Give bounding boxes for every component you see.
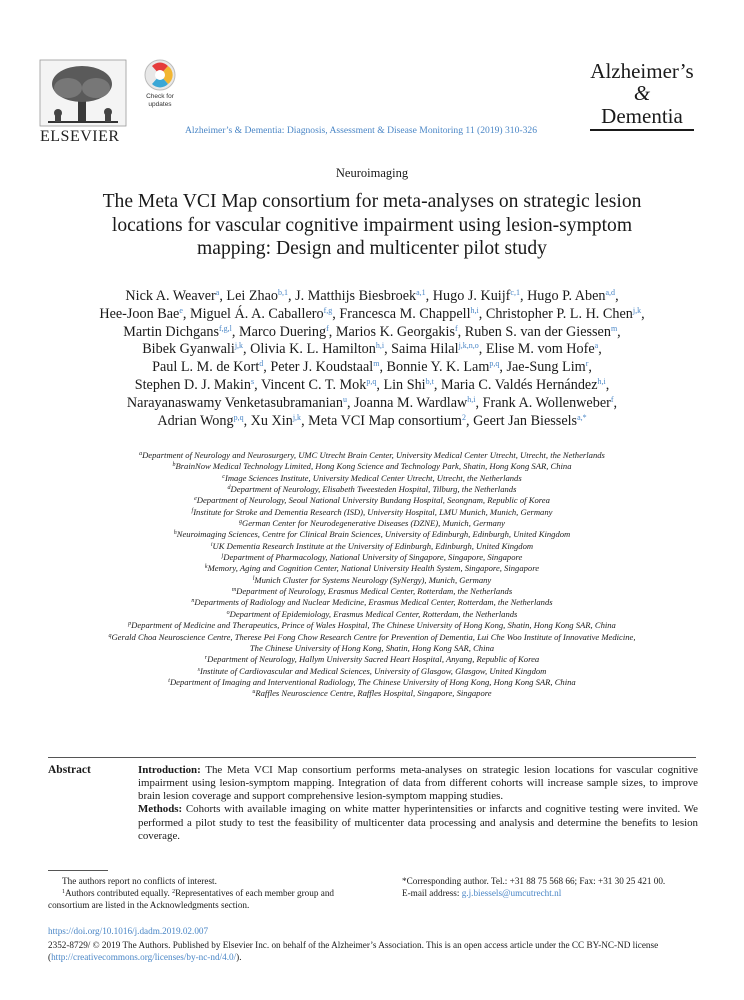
license-link[interactable]: http://creativecommons.org/licenses/by-nc-nd/4.0/ xyxy=(51,952,237,962)
author-affiliation-mark[interactable]: r xyxy=(585,359,589,369)
author-line: Adrian Wong$^{p,q}$, Xu Xin$^{j,k}$, Meta VCI Map consortium$^2$, Geert Jan Biessels$^{a,*}$ xyxy=(157,412,587,429)
affiliation-item xyxy=(0,484,744,495)
author-name[interactable]: Peter J. Koudstaal xyxy=(270,359,374,376)
author-name[interactable]: Marco Duering xyxy=(239,323,327,340)
author-name[interactable]: Miguel Á. A. Caballero xyxy=(189,305,324,322)
affiliation-item xyxy=(0,609,744,620)
methods-label: Methods: xyxy=(138,803,183,816)
brand-rule xyxy=(590,129,694,131)
author-line: Hee-Joon Bae$^e$, Miguel Á. A. Caballero$^{f,g}$, Francesca M. Chappell$^{h,i}$, Christopher P. L. H. Chen$^{j,k}$, xyxy=(99,305,645,322)
author-name[interactable]: Christopher P. L. H. Chen xyxy=(485,305,633,322)
author-name[interactable]: Xu Xin xyxy=(250,412,293,429)
author-line: Nick A. Weaver$^a$, Lei Zhao$^{b,1}$, J. Matthijs Biesbroek$^{a,1}$, Hugo J. Kuijf$^{c,1}$, Hugo P. Aben$^{a,d}$, xyxy=(125,288,619,304)
conflicts-note: The authors report no conflicts of interest. xyxy=(62,876,217,886)
article-title xyxy=(0,190,744,261)
check-badge-line2: updates xyxy=(148,101,172,108)
author-name[interactable]: Stephen D. J. Makin xyxy=(134,376,251,393)
brand-line-2: & xyxy=(633,81,651,105)
affiliation-label: m xyxy=(231,587,237,594)
intro-label: Introduction: xyxy=(138,764,201,776)
affiliation-label: d xyxy=(227,485,231,492)
check-for-updates-icon[interactable] xyxy=(138,57,182,109)
author-name[interactable]: Bibek Gyanwali xyxy=(142,341,235,358)
methods-text: Cohorts with available imaging on white matter hyperintensities or infarcts and cognitive testing were invited. We performed a pilot study to test the feasibility of multicenter data processing and analysis and determine the benefits to lesion coverage. xyxy=(138,803,698,842)
affiliation-text: Department of Imaging and Interventional Radiology, The Chinese University of Hong Kong, Hong Kong SAR, China xyxy=(169,676,576,687)
affiliation-item xyxy=(0,563,744,574)
affiliation-label: i xyxy=(210,541,213,548)
author-affiliation-mark[interactable]: p,q xyxy=(366,376,377,386)
affiliation-text: Image Sciences Institute, University Medical Center Utrecht, Utrecht, the Netherlands xyxy=(224,472,522,483)
affiliation-item xyxy=(0,575,744,586)
author-affiliation-mark[interactable]: c,1 xyxy=(510,288,520,297)
author-name[interactable]: Lin Shi xyxy=(383,376,426,393)
author-affiliation-mark[interactable]: h,i xyxy=(375,341,385,351)
affiliation-label: s xyxy=(197,666,200,673)
contribution-note: $^1$Authors contributed equally. $^2$Representatives of each member group and consortium are listed in the Acknowledgments section. xyxy=(48,887,335,910)
author-affiliation-mark[interactable]: f,g,l xyxy=(219,323,232,333)
author-name[interactable]: Martin Dichgans xyxy=(123,323,220,340)
author-name[interactable]: Ruben S. van der Giessen xyxy=(464,323,611,340)
affiliation-label: t xyxy=(168,677,170,684)
title-line: The Meta VCI Map consortium for meta-analyses on strategic lesion xyxy=(102,191,642,212)
author-list xyxy=(0,288,744,430)
affiliation-text: Institute of Cardiovascular and Medical Sciences, University of Glasgow, Glasgow, United Kingdom xyxy=(199,665,547,676)
author-affiliation-mark[interactable]: p,q xyxy=(489,359,500,369)
footnotes-left xyxy=(48,876,368,911)
author-name[interactable]: Marios K. Georgakis xyxy=(335,323,455,340)
affiliation-text: Department of Neurology, Hallym University Sacred Heart Hospital, Anyang, Republic of Korea xyxy=(207,654,540,665)
affiliation-text: Departments of Radiology and Nuclear Medicine, Erasmus Medical Center, Rotterdam, the Netherlands xyxy=(194,597,553,608)
affiliation-label: b xyxy=(172,462,176,469)
author-line: Stephen D. J. Makin$^s$, Vincent C. T. Mok$^{p,q}$, Lin Shi$^{b,t}$, Maria C. Valdés Hernández$^{h,i}$, xyxy=(134,376,610,393)
title-line: mapping: Design and multicenter pilot study xyxy=(197,238,547,259)
author-affiliation-mark[interactable]: h,i xyxy=(597,376,606,386)
author-name[interactable]: Nick A. Weaver xyxy=(125,288,216,304)
footnote-divider xyxy=(48,870,108,871)
author-affiliation-mark[interactable]: d xyxy=(259,359,264,369)
affiliation-item xyxy=(0,688,744,699)
email-line: E-mail address: g.j.biessels@umcutrecht.nl xyxy=(402,887,562,898)
affiliation-text: The Chinese University of Hong Kong, Shatin, Hong Kong SAR, China xyxy=(249,642,495,653)
affiliation-text: Department of Neurology, Seoul National University Bundang Hospital, Seongnam, Republic of Korea xyxy=(196,495,550,506)
author-affiliation-mark[interactable]: h,i xyxy=(470,305,479,315)
affiliation-item xyxy=(0,643,744,654)
affiliation-label: f xyxy=(191,507,194,514)
affiliation-list xyxy=(0,450,744,700)
footnotes-right xyxy=(402,876,702,900)
author-name[interactable]: Meta VCI Map consortium xyxy=(308,412,462,429)
abstract-body xyxy=(138,764,698,843)
affiliation-item xyxy=(0,518,744,529)
author-name[interactable]: Francesca M. Chappell xyxy=(339,305,471,322)
author-name[interactable]: Maria C. Valdés Hernández xyxy=(440,376,598,393)
brand-line-1: Alzheimer’s xyxy=(590,59,694,83)
author-affiliation-mark[interactable]: j,k xyxy=(632,305,642,315)
author-affiliation-mark[interactable]: f xyxy=(326,323,329,333)
author-affiliation-mark[interactable]: m xyxy=(610,323,618,333)
affiliation-text: Department of Pharmacology, National University of Singapore, Singapore, Singapore xyxy=(223,552,523,563)
affiliation-label: h xyxy=(173,530,177,537)
author-affiliation-mark[interactable]: h,i xyxy=(467,394,476,404)
affiliation-label: q xyxy=(108,632,112,639)
affiliation-text: Department of Epidemiology, Erasmus Medical Center, Rotterdam, the Netherlands xyxy=(229,608,518,619)
copyright-notice: 2352-8729/ © 2019 The Authors. Published by Elsevier Inc. on behalf of the Alzheimer’s Association. This is an open access article under the CC BY-NC-ND license (http://creativecommons.org/licenses/by-nc-nd/4.0/). xyxy=(48,940,659,962)
journal-citation[interactable]: Alzheimer’s & Dementia: Diagnosis, Assessment & Disease Monitoring 11 (2019) 310-326 xyxy=(185,125,537,136)
author-line: Bibek Gyanwali$^{j,k}$, Olivia K. L. Hamilton$^{h,i}$, Saima Hilal$^{j,k,n,o}$, Elise M. vom Hofe$^a$, xyxy=(142,341,602,358)
author-name[interactable]: Elise M. vom Hofe xyxy=(485,341,595,358)
affiliation-label: c xyxy=(222,473,225,480)
author-name[interactable]: Frank A. Wollenweber xyxy=(482,394,611,411)
affiliation-text: Munich Cluster for Systems Neurology (SyNergy), Munich, Germany xyxy=(254,574,492,585)
author-affiliation-mark[interactable]: m xyxy=(373,359,380,369)
affiliation-text: Gerald Choa Neuroscience Centre, Therese Pei Fong Chow Research Centre for Prevention of Dementia, Lui Che Woo Institute of Innovative Medicine, xyxy=(111,631,636,642)
author-name[interactable]: Adrian Wong xyxy=(157,412,234,429)
affiliation-text: Memory, Aging and Cognition Center, National University Health System, Singapore, Singapore xyxy=(207,563,540,574)
affiliation-item xyxy=(0,541,744,552)
author-name[interactable]: Hugo J. Kuijf xyxy=(432,288,511,304)
author-name[interactable]: Paul L. M. de Kort xyxy=(152,359,260,376)
author-name[interactable]: Olivia K. L. Hamilton xyxy=(250,341,376,358)
author-name[interactable]: Hugo P. Aben xyxy=(527,288,606,304)
check-badge-line1: Check for xyxy=(146,93,174,100)
author-affiliation-mark[interactable]: b,1 xyxy=(278,288,289,297)
affiliation-label: g xyxy=(239,519,243,526)
affiliation-text: Department of Medicine and Therapeutics, Prince of Wales Hospital, The Chinese University of Hong Kong, Shatin, Hong Kong SAR, China xyxy=(131,620,616,631)
author-line: Narayanaswamy Venketasubramanian$^u$, Joanna M. Wardlaw$^{h,i}$, Frank A. Wollenweber$^f$, xyxy=(126,394,618,411)
affiliation-item xyxy=(0,507,744,518)
affiliation-label: u xyxy=(252,689,256,696)
affiliation-text: Department of Neurology, Erasmus Medical Center, Rotterdam, the Netherlands xyxy=(236,586,513,597)
author-affiliation-mark[interactable]: a xyxy=(594,341,599,351)
affiliation-text: UK Dementia Research Institute at the University of Edinburgh, Edinburgh, United Kingdom xyxy=(212,540,534,551)
author-affiliation-mark[interactable]: b,t xyxy=(425,376,434,386)
author-affiliation-mark[interactable]: a,1 xyxy=(416,288,426,297)
affiliation-label: j xyxy=(221,553,224,560)
section-label: Neuroimaging xyxy=(335,166,409,180)
author-affiliation-mark[interactable]: u xyxy=(342,394,347,404)
affiliation-text: BrainNow Medical Technology Limited, Hong Kong Science and Technology Park, Shatin, Hong Kong SAR, China xyxy=(175,461,572,472)
affiliation-label: a xyxy=(139,451,143,457)
author-affiliation-mark[interactable]: a,d xyxy=(605,288,616,297)
abstract-heading: Abstract xyxy=(48,764,91,776)
affiliation-label: r xyxy=(204,655,208,662)
affiliation-text: Institute for Stroke and Dementia Research (ISD), University Hospital, LMU Munich, Munich, Germany xyxy=(193,506,553,517)
author-affiliation-mark[interactable]: 2 xyxy=(461,412,466,422)
affiliation-item xyxy=(0,495,744,506)
doi-link[interactable]: https://doi.org/10.1016/j.dadm.2019.02.007 xyxy=(48,926,209,936)
publisher-name: ELSEVIER xyxy=(40,128,120,145)
brand-line-3: Dementia xyxy=(601,104,683,128)
author-affiliation-mark[interactable]: p,q xyxy=(233,412,244,422)
abstract-methods xyxy=(138,803,698,842)
author-name[interactable]: Narayanaswamy Venketasubramanian xyxy=(126,394,343,411)
affiliation-item xyxy=(0,529,744,540)
affiliation-item xyxy=(0,473,744,484)
author-affiliation-mark[interactable]: j,k,n,o xyxy=(458,341,479,351)
title-line: locations for vascular cognitive impairment using lesion-symptom xyxy=(111,214,633,236)
author-affiliation-mark[interactable]: f,g xyxy=(323,305,333,315)
author-name[interactable]: Joanna M. Wardlaw xyxy=(354,394,468,411)
author-affiliation-mark[interactable]: f xyxy=(454,323,458,333)
affiliation-item xyxy=(0,461,744,472)
author-name[interactable]: Vincent C. T. Mok xyxy=(260,376,367,393)
intro-text: The Meta VCI Map consortium performs meta-analyses on strategic lesion locations for vascular cognitive impairment using lesion-symptom mapping. Integration of data from different cohorts will increase sample sizes, to improve brain lesion coverage and support comprehensive lesion-symptom mapping studies. xyxy=(138,764,698,803)
author-affiliation-mark[interactable]: s xyxy=(250,376,255,386)
affiliation-item xyxy=(0,552,744,563)
affiliation-label: e xyxy=(194,496,197,503)
author-affiliation-mark[interactable]: e xyxy=(179,305,183,315)
affiliation-text: Raffles Neuroscience Centre, Raffles Hospital, Singapore, Singapore xyxy=(255,688,492,699)
author-affiliation-mark[interactable]: a xyxy=(215,288,220,297)
author-name[interactable]: Jae-Sung Lim xyxy=(506,359,586,376)
author-affiliation-mark[interactable]: a,* xyxy=(577,412,587,422)
author-name[interactable]: Bonnie Y. K. Lam xyxy=(386,359,490,376)
journal-brand xyxy=(586,59,698,131)
author-name[interactable]: J. Matthijs Biesbroek xyxy=(295,288,417,304)
corresponding-author: *Corresponding author. Tel.: +31 88 75 568 66; Fax: +31 30 25 421 00. xyxy=(402,876,666,886)
author-name[interactable]: Hee-Joon Bae xyxy=(99,305,180,322)
affiliation-item xyxy=(0,632,744,643)
affiliation-label: l xyxy=(252,575,255,582)
affiliation-text: German Center for Neurodegenerative Diseases (DZNE), Munich, Germany xyxy=(242,518,505,529)
author-affiliation-mark[interactable]: f xyxy=(610,394,614,404)
affiliation-text: Department of Neurology and Neurosurgery, UMC Utrecht Brain Center, University Medical Center Utrecht, Utrecht, the Netherlands xyxy=(142,450,605,460)
affiliation-text: Neuroimaging Sciences, Centre for Clinical Brain Sciences, University of Edinburgh, Edinburgh, United Kingdom xyxy=(176,529,571,540)
affiliation-item xyxy=(0,597,744,608)
author-name[interactable]: Saima Hilal xyxy=(391,341,459,358)
email-link[interactable]: g.j.biessels@umcutrecht.nl xyxy=(461,887,562,898)
author-name[interactable]: Lei Zhao xyxy=(226,288,279,304)
affiliation-label: n xyxy=(191,598,195,605)
affiliation-label: k xyxy=(204,564,208,571)
affiliation-label: o xyxy=(226,609,230,616)
author-line: Martin Dichgans$^{f,g,l}$, Marco Duering$^f$, Marios K. Georgakis$^f$, Ruben S. van der Giessen$^m$, xyxy=(123,323,621,340)
affiliation-item xyxy=(0,450,744,461)
affiliation-item xyxy=(0,654,744,665)
author-name[interactable]: Geert Jan Biessels xyxy=(473,412,578,429)
author-affiliation-mark[interactable]: j,k xyxy=(234,341,244,351)
author-affiliation-mark[interactable]: j,k xyxy=(292,412,302,422)
affiliation-item xyxy=(0,677,744,688)
affiliation-text: Department of Neurology, Elisabeth Tweesteden Hospital, Tilburg, the Netherlands xyxy=(230,484,517,495)
abstract-introduction xyxy=(138,764,698,803)
affiliation-item xyxy=(0,620,744,631)
author-line: Paul L. M. de Kort$^d$, Peter J. Koudstaal$^m$, Bonnie Y. K. Lam$^{p,q}$, Jae-Sung Lim$^r$, xyxy=(152,359,592,376)
elsevier-tree-logo-icon xyxy=(38,58,128,138)
affiliation-item xyxy=(0,666,744,677)
abstract-divider xyxy=(48,757,696,758)
affiliation-label: p xyxy=(128,621,132,628)
affiliation-item xyxy=(0,586,744,597)
